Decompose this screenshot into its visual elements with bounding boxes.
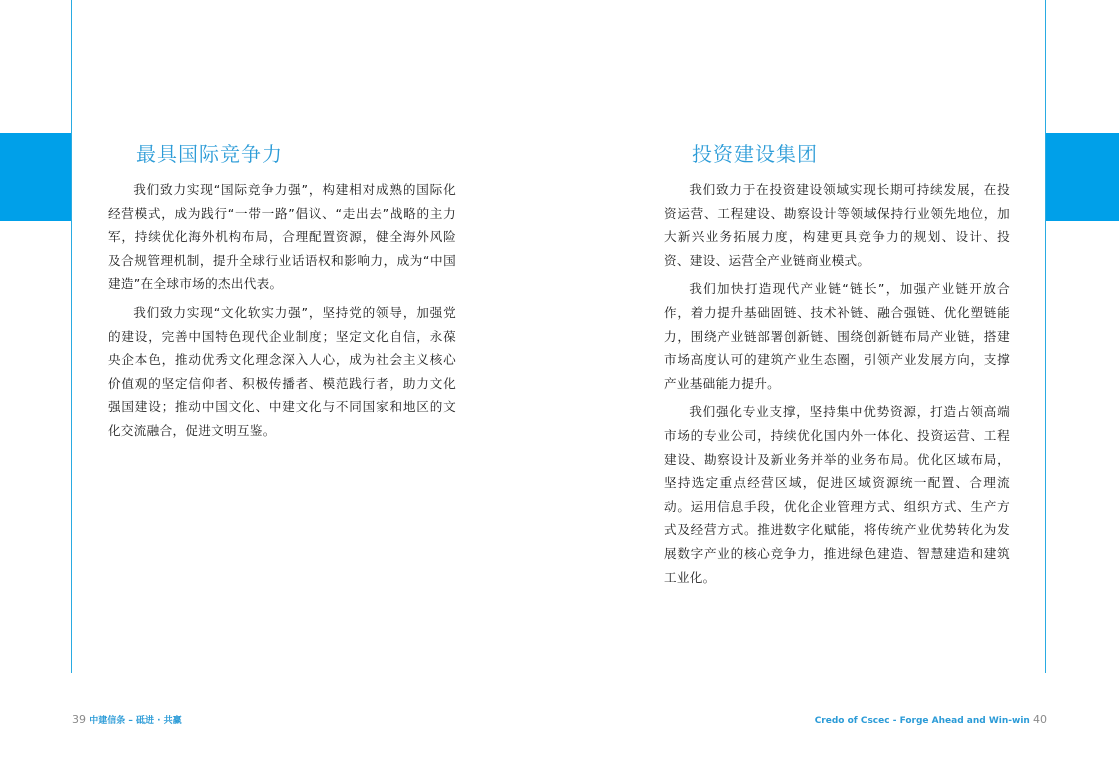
left-paragraph-1: 我们致力实现“国际竞争力强”，构建相对成熟的国际化经营模式，成为践行“一带一路”倡议、“走出去”战略的主力军，持续优化海外机构布局，合理配置资源，健全海外风险及合规管理机制，提升全球行业话语权和影响力，成为“中国建造”在全球市场的杰出代表。 — [108, 182, 456, 292]
right-section-heading: 投资建设集团 — [692, 142, 818, 166]
right-column — [664, 140, 1010, 594]
left-footer — [72, 714, 182, 727]
left-edge-tab — [0, 133, 71, 221]
right-edge-tab — [1046, 133, 1119, 221]
left-section-heading: 最具国际竞争力 — [136, 142, 283, 166]
right-footer-title: Credo of Cscec - Forge Ahead and Win-win — [814, 716, 1030, 726]
left-paragraph-2: 我们致力实现“文化软实力强”，坚持党的领导，加强党的建设，完善中国特色现代企业制度；坚定文化自信，永葆央企本色，推动优秀文化理念深入人心，成为社会主义核心价值观的坚定信仰者、积极传播者、模范践行者，助力文化强国建设；推动中国文化、中建文化与不同国家和地区的文化交流融合，促进文明互鉴。 — [108, 304, 456, 438]
right-paragraph-2: 我们加快打造现代产业链“链长”，加强产业链开放合作，着力提升基础固链、技术补链、融合强链、优化塑链能力，围绕产业链部署创新链、围绕创新链布局产业链，搭建市场高度认可的建筑产业生态圈，引领产业发展方向，支撑产业基础能力提升。 — [664, 281, 1010, 391]
right-footer — [815, 714, 1047, 727]
left-column — [108, 140, 456, 448]
left-page-number: 39 — [72, 713, 86, 726]
right-page-number: 40 — [1033, 713, 1047, 726]
right-paragraph-3: 我们强化专业支撑，坚持集中优势资源，打造占领高端市场的专业公司，持续优化国内外一体化、投资运营、工程建设、勘察设计及新业务并举的业务布局。优化区域布局，坚持选定重点经营区域，促进区域资源统一配置、合理流动。运用信息手段，优化企业管理方式、组织方式、生产方式及经营方式。推进数字化赋能，将传统产业优势转化为发展数字产业的核心竞争力，推进绿色建造、智慧建造和建筑工业化。 — [664, 404, 1010, 585]
left-page-margin-rule — [71, 0, 72, 673]
right-page-margin-rule — [1045, 0, 1046, 673]
right-paragraph-1: 我们致力于在投资建设领域实现长期可持续发展，在投资运营、工程建设、勘察设计等领域保持行业领先地位，加大新兴业务拓展力度，构建更具竞争力的规划、设计、投资、建设、运营全产业链商业模式。 — [664, 182, 1010, 268]
left-footer-title: 中建信条 – 砥进 · 共赢 — [89, 716, 182, 726]
